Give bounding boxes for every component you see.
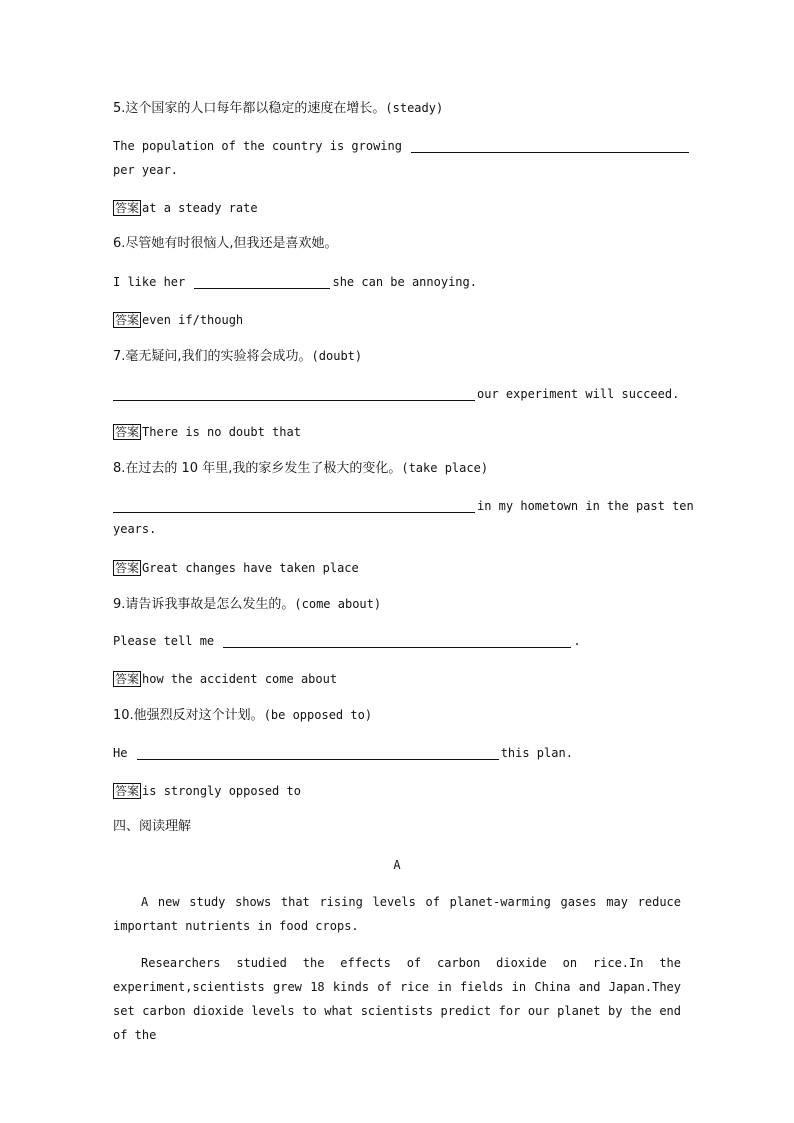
prompt-text: 8.在过去的 10 年里,我的家乡发生了极大的变化。 (113, 461, 402, 476)
answer-badge: 答案 (115, 313, 140, 327)
answer-text: There is no doubt that (142, 425, 301, 439)
passage-paragraph: Researchers studied the effects of carbon dioxide on rice.In the experiment,scientists grew 18 kinds of rice in fields in China and Japan.They set carbon dioxide levels to what scientists predict for our planet by the end of the (113, 956, 681, 1042)
answer-blank[interactable] (223, 635, 571, 648)
question-10-sentence (113, 746, 573, 760)
question-6-prompt (113, 237, 338, 251)
question-7-prompt (113, 349, 362, 364)
answer-text: is strongly opposed to (142, 784, 301, 798)
question-9-prompt (113, 597, 381, 612)
passage-body (113, 890, 681, 1047)
sentence-text: in my hometown in the past ten (477, 499, 694, 513)
prompt-text: 9.请告诉我事故是怎么发生的。 (113, 597, 295, 612)
prompt-text: 5.这个国家的人口每年都以稳定的速度在增长。 (113, 101, 386, 116)
answer-text: even if/though (142, 313, 244, 327)
question-7-sentence (113, 387, 679, 401)
sentence-text: The population of the country is growing (113, 139, 402, 153)
passage-paragraph: A new study shows that rising levels of planet-warming gases may reduce important nutrients in food crops. (113, 895, 681, 933)
question-10-answer (113, 783, 301, 799)
question-8-prompt (113, 461, 488, 476)
answer-text: at a steady rate (142, 201, 258, 215)
question-5-sentence (113, 139, 691, 153)
answer-blank[interactable] (194, 276, 330, 289)
prompt-text: 10.他强烈反对这个计划。 (113, 708, 264, 723)
question-6-sentence (113, 275, 477, 289)
answer-badge: 答案 (115, 672, 140, 686)
question-10-prompt (113, 708, 372, 723)
sentence-text: . (573, 634, 581, 648)
answer-badge: 答案 (115, 784, 140, 798)
answer-blank[interactable] (113, 500, 475, 513)
sentence-text: Please tell me (113, 634, 215, 648)
hint-text: (be opposed to) (263, 708, 373, 722)
answer-blank[interactable] (113, 388, 475, 401)
sentence-text: our experiment will succeed. (477, 387, 680, 401)
sentence-text: He (113, 746, 128, 760)
question-5-answer (113, 200, 258, 216)
hint-text: (steady) (385, 101, 444, 115)
answer-badge: 答案 (115, 201, 140, 215)
hint-text: (doubt) (311, 349, 363, 363)
prompt-text: 7.毫无疑问,我们的实验将会成功。 (113, 349, 312, 364)
answer-text: Great changes have taken place (142, 561, 359, 575)
sentence-text: I like her (113, 275, 186, 289)
question-9-answer (113, 671, 337, 687)
question-7-answer (113, 424, 301, 440)
question-5-sentence-cont: per year. (113, 163, 179, 177)
question-6-answer (113, 312, 243, 328)
answer-blank[interactable] (137, 747, 499, 760)
hint-text: (come about) (294, 597, 382, 611)
section-title: 四、阅读理解 (113, 819, 192, 834)
sentence-text: she can be annoying. (332, 275, 477, 289)
sentence-text: this plan. (500, 746, 573, 760)
question-8-sentence (113, 499, 694, 513)
question-8-answer (113, 560, 359, 576)
hint-text: (take place) (401, 461, 489, 475)
question-5-prompt (113, 101, 443, 116)
passage-label: A (393, 858, 401, 872)
answer-blank[interactable] (411, 140, 689, 153)
prompt-text: 6.尽管她有时很恼人,但我还是喜欢她。 (113, 236, 338, 251)
answer-badge: 答案 (115, 561, 140, 575)
answer-text: how the accident come about (142, 672, 338, 686)
question-9-sentence (113, 634, 581, 648)
answer-badge: 答案 (115, 425, 140, 439)
question-8-sentence-cont: years. (113, 522, 157, 536)
